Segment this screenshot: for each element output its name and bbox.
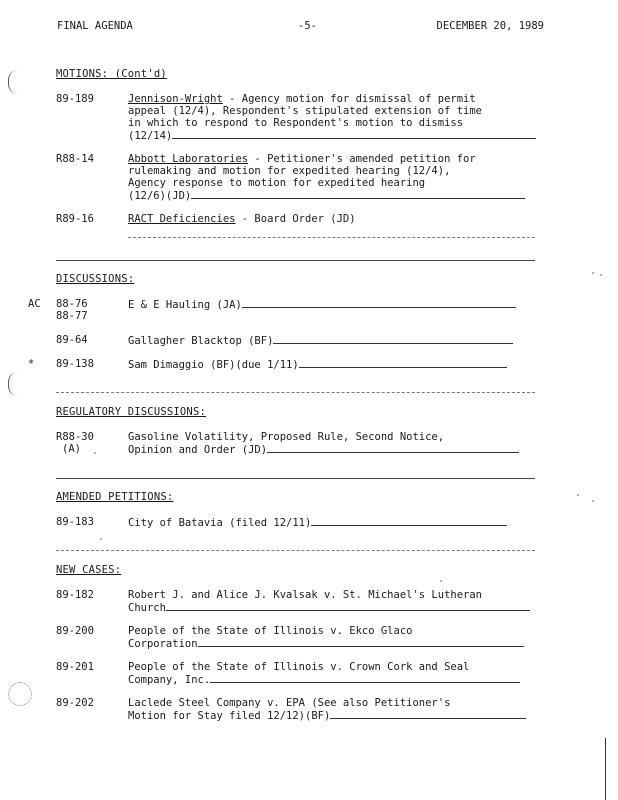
case-description: appeal (12/4), Respondent's stipulated extension of time bbox=[128, 105, 483, 117]
section-heading-new-cases: NEW CASES: bbox=[56, 564, 122, 576]
margin-rule bbox=[605, 738, 606, 800]
fill-line bbox=[166, 601, 530, 611]
case-description: (12/14) bbox=[128, 130, 173, 142]
case-number: 89-138 bbox=[56, 358, 94, 370]
case-title: Jennison-Wright bbox=[128, 93, 223, 105]
case-description: - Board Order (JD) bbox=[235, 213, 356, 225]
case-title: E & E Hauling (JA) bbox=[128, 299, 242, 311]
section-divider bbox=[56, 392, 535, 393]
page-number: -5- bbox=[298, 20, 317, 32]
margin-bracket-mark bbox=[8, 372, 19, 396]
header-title: FINAL AGENDA bbox=[57, 20, 133, 32]
section-heading-regulatory-discussions: REGULATORY DISCUSSIONS: bbox=[56, 406, 206, 418]
case-title: Abbott Laboratories bbox=[128, 153, 249, 165]
case-number: 88-76 88-77 bbox=[56, 298, 88, 322]
fill-line bbox=[311, 516, 507, 526]
case-number: 89-202 bbox=[56, 697, 94, 709]
case-title: People of the State of Illinois v. Ekco Glaco bbox=[128, 625, 413, 637]
case-number: 89-189 bbox=[56, 93, 94, 105]
section-heading-discussions: DISCUSSIONS: bbox=[56, 273, 135, 285]
case-number: R88-30 (A) bbox=[56, 431, 94, 455]
case-title: Gallagher Blacktop (BF) bbox=[128, 335, 274, 347]
case-title: Church bbox=[128, 602, 166, 614]
scan-speck bbox=[577, 494, 579, 496]
case-description: Agency response to motion for expedited hearing bbox=[128, 177, 426, 189]
fill-line bbox=[210, 673, 520, 683]
section-heading-motions: MOTIONS: (Cont'd) bbox=[56, 68, 167, 80]
case-description: in which to respond to Respondent's motion to dismiss bbox=[128, 117, 464, 129]
case-number: R89-16 bbox=[56, 213, 94, 225]
fill-line bbox=[330, 709, 526, 719]
fill-line bbox=[198, 637, 524, 647]
case-title: Robert J. and Alice J. Kvalsak v. St. Michael's Lutheran bbox=[128, 589, 483, 601]
case-description: - Petitioner's amended petition for bbox=[248, 153, 476, 165]
case-title: Opinion and Order (JD) bbox=[128, 444, 268, 456]
fill-line bbox=[172, 129, 536, 139]
scan-speck bbox=[592, 500, 594, 502]
section-divider bbox=[56, 478, 535, 479]
case-title: Company, Inc. bbox=[128, 674, 211, 686]
case-number: 89-200 bbox=[56, 625, 94, 637]
fill-line bbox=[299, 358, 507, 368]
case-number: 89-183 bbox=[56, 516, 94, 528]
fill-line bbox=[242, 298, 516, 308]
case-title: Gasoline Volatility, Proposed Rule, Second Notice, bbox=[128, 431, 445, 443]
case-title: RACT Deficiencies bbox=[128, 213, 236, 225]
fill-line bbox=[191, 189, 525, 199]
scan-speck bbox=[600, 274, 602, 276]
case-title: Sam Dimaggio (BF)(due 1/11) bbox=[128, 359, 299, 371]
case-title: Laclede Steel Company v. EPA (See also Petitioner's bbox=[128, 697, 451, 709]
case-title: City of Batavia (filed 12/11) bbox=[128, 517, 312, 529]
case-title: Motion for Stay filed 12/12)(BF) bbox=[128, 710, 331, 722]
fill-line bbox=[273, 334, 513, 344]
punch-hole-mark bbox=[8, 682, 32, 706]
scan-speck bbox=[592, 272, 594, 274]
case-title: People of the State of Illinois v. Crown Cork and Seal bbox=[128, 661, 470, 673]
section-divider bbox=[56, 260, 535, 261]
case-title: Corporation bbox=[128, 638, 198, 650]
scan-speck bbox=[100, 538, 102, 540]
section-heading-amended-petitions: AMENDED PETITIONS: bbox=[56, 491, 174, 503]
case-description: rulemaking and motion for expedited hearing (12/4), bbox=[128, 165, 451, 177]
case-description: - Agency motion for dismissal of permit bbox=[222, 93, 476, 105]
fill-line bbox=[128, 237, 535, 238]
section-divider bbox=[56, 550, 535, 551]
case-number: 89-201 bbox=[56, 661, 94, 673]
case-description: (12/6)(JD) bbox=[128, 190, 192, 202]
page-header bbox=[57, 20, 544, 34]
case-number: R88-14 bbox=[56, 153, 94, 165]
margin-bracket-mark bbox=[8, 70, 19, 94]
fill-line bbox=[267, 443, 519, 453]
case-number: 89-64 bbox=[56, 334, 88, 346]
margin-mark: * bbox=[28, 358, 35, 370]
header-date: DECEMBER 20, 1989 bbox=[436, 20, 544, 32]
case-number: 89-182 bbox=[56, 589, 94, 601]
margin-mark: AC bbox=[28, 298, 41, 310]
scan-speck bbox=[440, 580, 442, 582]
